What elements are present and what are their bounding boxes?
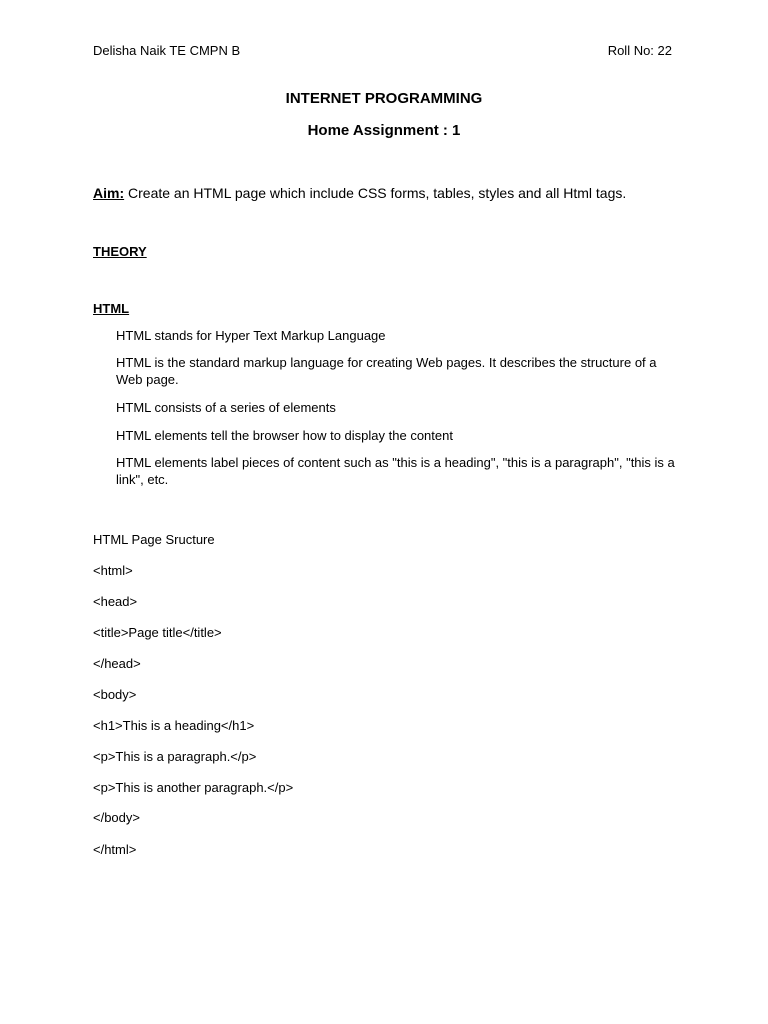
theory-heading: THEORY	[93, 244, 147, 259]
code-line: <head>	[93, 594, 138, 609]
html-point: HTML elements tell the browser how to display the content	[116, 428, 453, 443]
code-line: <title>Page title</title>	[93, 625, 222, 640]
document-title: INTERNET PROGRAMMING	[285, 90, 483, 107]
code-line: <h1>This is a heading</h1>	[93, 718, 255, 733]
code-line: </body>	[93, 810, 140, 825]
code-line: <p>This is another paragraph.</p>	[93, 780, 294, 795]
code-line: </head>	[93, 656, 141, 671]
aim-label: Aim:	[93, 185, 125, 201]
code-line: </html>	[93, 842, 137, 857]
aim-paragraph	[93, 184, 626, 202]
document-subtitle: Home Assignment : 1	[307, 122, 461, 139]
html-point: HTML elements label pieces of content such as "this is a heading", "this is a paragraph", "this is a link", etc.	[116, 455, 675, 487]
header-author: Delisha Naik TE CMPN B	[93, 43, 241, 58]
structure-heading: HTML Page Sructure	[93, 532, 215, 547]
html-point: HTML stands for Hyper Text Markup Language	[116, 328, 386, 343]
header-roll-number: Roll No: 22	[607, 43, 672, 58]
html-heading: HTML	[93, 301, 130, 316]
code-line: <html>	[93, 563, 133, 578]
aim-text: Create an HTML page which include CSS forms, tables, styles and all Html tags.	[124, 185, 627, 201]
html-point: HTML consists of a series of elements	[116, 400, 336, 415]
code-line: <body>	[93, 687, 137, 702]
code-line: <p>This is a paragraph.</p>	[93, 749, 257, 764]
html-point: HTML is the standard markup language for creating Web pages. It describes the structure of a Web page.	[116, 355, 657, 387]
